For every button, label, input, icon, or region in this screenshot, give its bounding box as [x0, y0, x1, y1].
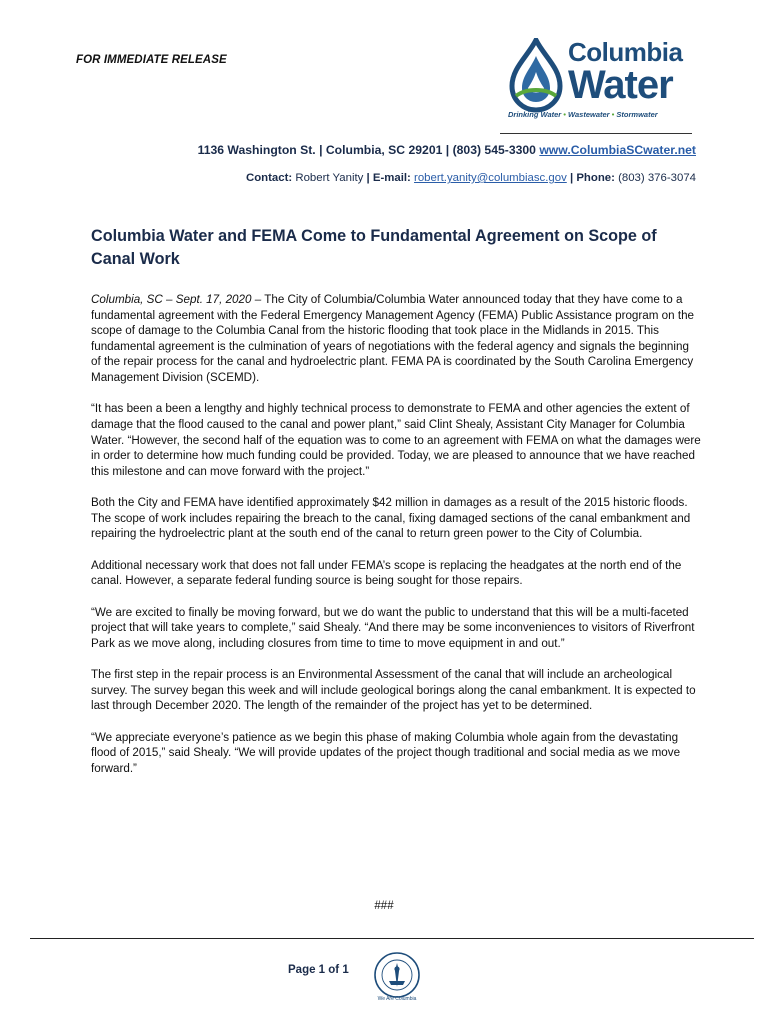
end-mark: ### — [374, 900, 394, 912]
address-street: 1136 Washington St. — [197, 143, 316, 157]
columbia-water-logo — [506, 38, 696, 122]
tag-stormwater: Stormwater — [616, 110, 658, 119]
release-label: FOR IMMEDIATE RELEASE — [76, 54, 227, 66]
paragraph-1 — [91, 292, 701, 386]
water-drop-icon — [506, 38, 566, 114]
separator: | — [445, 143, 450, 157]
website-link[interactable]: www.ColumbiaSCwater.net — [539, 143, 696, 157]
contact-label: Contact: — [246, 172, 293, 184]
tag-wastewater: Wastewater — [568, 110, 610, 119]
address-city: Columbia, SC 29201 — [325, 143, 443, 157]
footer-divider — [30, 938, 754, 939]
logo-name-line1: Columbia — [568, 37, 683, 67]
paragraph-6: The first step in the repair process is an Environmental Assessment of the canal that will include an archeological survey. The survey began this week and will include geological borings along the canal embankment. It is expected to last through December 2020. The length of the remainder of the project has yet to be determined. — [91, 668, 696, 713]
contact-phone: (803) 376-3074 — [618, 172, 696, 184]
paragraph-5: “We are excited to finally be moving forward, but we do want the public to understand that this will be a multi-faceted project that will take years to complete,” said Shealy. “And there may be some inconveniences to visitors of Riverfront Park as we move along, including closures from time to time to move equipment in and out.” — [91, 605, 695, 650]
separator: | — [366, 172, 370, 184]
tag-bullet: • — [611, 110, 615, 119]
address-phone: (803) 545-3300 — [452, 143, 536, 157]
address-line — [198, 143, 696, 157]
contact-line — [246, 172, 696, 184]
separator: | — [319, 143, 323, 157]
paragraph-7: “We appreciate everyone’s patience as we begin this phase of making Columbia whole again from the devastating flood of 2015,” said Shealy. “We will provide updates of the project though traditional and social media as we move forward.” — [91, 730, 681, 776]
paragraph-4: Additional necessary work that does not fall under FEMA’s scope is replacing the headgates at the north end of the canal. However, a separate federal funding source is being sought for those repairs. — [91, 558, 682, 588]
contact-name: Robert Yanity — [295, 172, 364, 184]
tag-drinking-water: Drinking Water — [508, 110, 562, 119]
separator: | — [569, 172, 574, 184]
tag-bullet: • — [563, 110, 566, 119]
logo-tagline — [508, 110, 658, 119]
page-number: Page 1 of 1 — [288, 964, 349, 976]
email-link[interactable]: robert.yanity@columbiasc.gov — [414, 172, 567, 184]
seal-caption: We Are Columbia — [377, 996, 417, 1002]
dateline: Columbia, SC – Sept. 17, 2020 – — [91, 293, 262, 306]
phone-label: Phone: — [576, 172, 615, 184]
logo-name-line2: Water — [568, 63, 673, 107]
article-body — [91, 292, 701, 792]
page-title: Columbia Water and FEMA Come to Fundamental Agreement on Scope of Canal Work — [91, 227, 657, 268]
paragraph-1-text: The City of Columbia/Columbia Water announced today that they have come to a fundamental agreement with the Federal Emergency Management Agency (FEMA) Public Assistance program on the scope of damage to the Columbia Canal from the historic flooding that took place in the Midlands in 2015. This fundamental agreement is the culmination of years of negotiations with the federal agency and signals the beginning of the repair process for the canal and hydroelectric plant. FEMA PA is coordinated by the South Carolina Emergency Management Division (SCEMD). — [91, 293, 695, 384]
paragraph-3: Both the City and FEMA have identified approximately $42 million in damages as a result of the 2015 historic floods. The scope of work includes repairing the breach to the canal, fixing damaged sections of the canal embankment and repairing the hydroelectric plant at the south end of the canal to return green power to the City of Columbia. — [91, 496, 691, 541]
header-divider — [500, 133, 692, 134]
paragraph-2: “It has been a been a lengthy and highly technical process to demonstrate to FEMA and other agencies the extent of damage that the flood caused to the canal and power plant,” said Clint Shealy, Assistant City Manager for Columbia Water. “However, the second half of the equation was to come to an agreement with FEMA on what the damages were in order to determine how much funding could be provided. Today, we are pleased to announce that we have reached this milestone and can move forward with the project.” — [91, 402, 701, 478]
email-label: E-mail: — [372, 172, 411, 184]
